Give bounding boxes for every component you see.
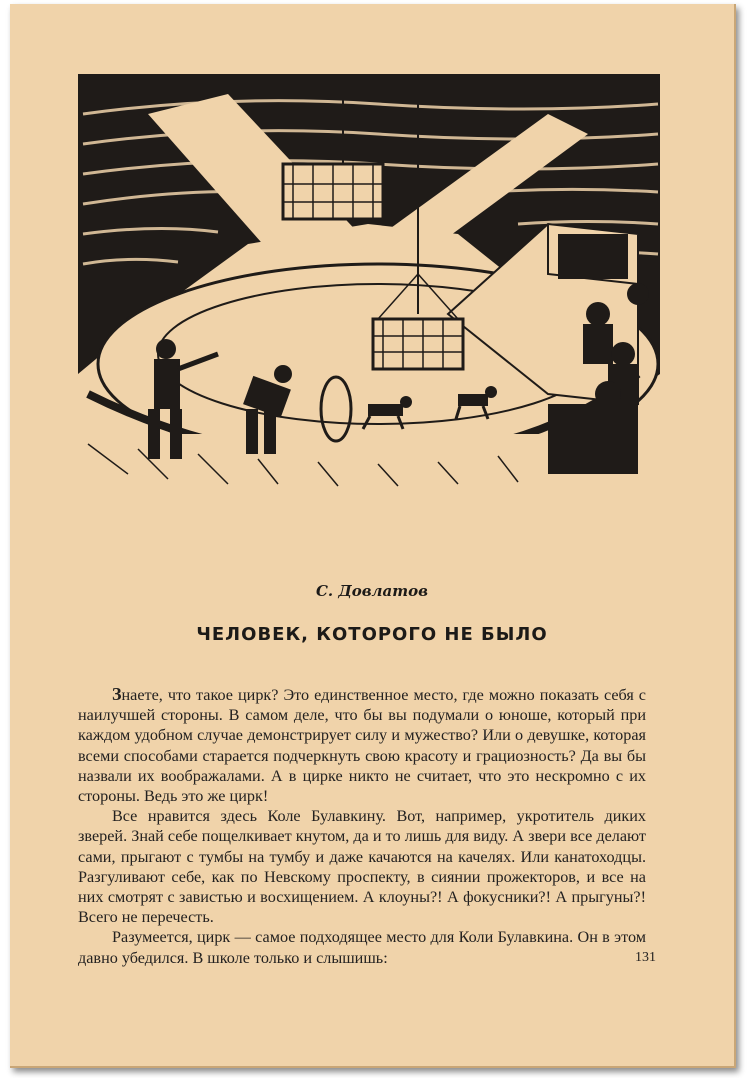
- circus-illustration: [78, 74, 660, 494]
- story-text: [78, 684, 646, 968]
- book-page: [10, 4, 736, 1068]
- paragraph-2: Все нравится здесь Коле Булавкину. Вот, например, укротитель диких зверей. Знай себе пощелкивает кнутом, да и то лишь для виду. А звери все делают сами, прыгают с тумбы на тумбу и даже качаются на качелях. Или канатоходцы. Разгуливают себе, как по Невскому проспекту, в сиянии прожекторов, и все на них смотрят с завистью и восхищением. А клоуны?! А фокусники?! А прыгуны?! Всего не перечесть.: [78, 807, 646, 927]
- story-title: ЧЕЛОВЕК, КОТОРОГО НЕ БЫЛО: [196, 624, 548, 645]
- page-number: 131: [635, 950, 656, 965]
- author-name: С. Довлатов: [315, 582, 428, 600]
- paragraph-1: [78, 684, 646, 806]
- paragraph-1-text: наете, что такое цирк? Это единственное место, где можно показать себя с наилучшей стороны. В самом деле, что бы вы подумали о юноше, который при каждом удобном случае демонстрирует силу и мужество? Или о девушке, которая всеми способами старается подчеркнуть свою красоту и грациозность? Да вы бы назвали их воображалами. А в цирке никто не считает, что это нескромно с их стороны. Ведь это же цирк!: [78, 686, 646, 806]
- paragraph-3: Разумеется, цирк — самое подходящее место для Коли Булавкина. Он в этом давно убедился. В школе только и слышишь:: [78, 928, 646, 967]
- drop-cap: З: [112, 684, 122, 704]
